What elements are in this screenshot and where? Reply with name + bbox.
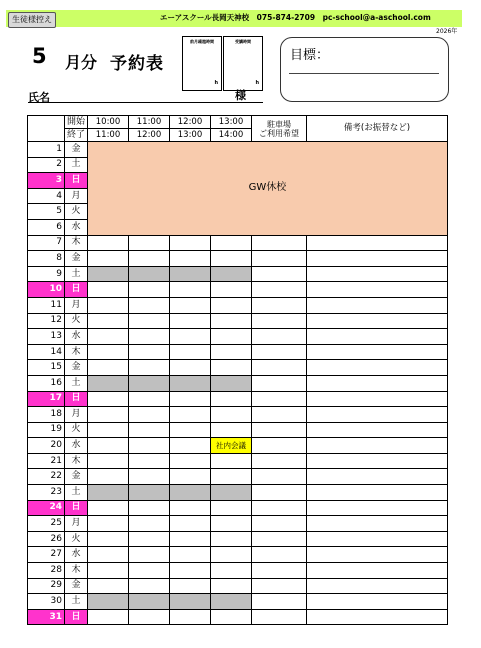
start-time: 10:00 — [88, 116, 129, 129]
end-time: 13:00 — [170, 129, 211, 142]
parking-cell[interactable] — [252, 313, 307, 329]
notes-cell[interactable] — [307, 360, 448, 376]
time-slot[interactable] — [170, 297, 211, 313]
end-time: 11:00 — [88, 129, 129, 142]
notes-cell[interactable] — [307, 563, 448, 579]
time-slot[interactable] — [129, 251, 170, 267]
time-slot — [129, 594, 170, 610]
day-of-week: 土 — [65, 594, 88, 610]
parking-cell[interactable] — [252, 500, 307, 516]
time-slot[interactable] — [88, 329, 129, 345]
time-slot — [170, 266, 211, 282]
day-row — [28, 422, 448, 438]
time-slot[interactable] — [170, 438, 211, 454]
time-slot — [211, 282, 252, 298]
time-slot[interactable] — [88, 438, 129, 454]
goal-box[interactable] — [280, 37, 449, 102]
day-number: 1 — [28, 142, 65, 158]
time-slot[interactable] — [88, 516, 129, 532]
time-slot[interactable] — [211, 578, 252, 594]
parking-cell[interactable] — [252, 609, 307, 625]
parking-cell[interactable] — [252, 297, 307, 313]
time-slot — [129, 485, 170, 501]
time-slot[interactable] — [170, 360, 211, 376]
time-slot[interactable] — [88, 235, 129, 251]
day-of-week: 日 — [65, 173, 88, 189]
day-row — [28, 516, 448, 532]
time-slot[interactable] — [170, 516, 211, 532]
time-slot[interactable] — [129, 438, 170, 454]
time-slot — [211, 609, 252, 625]
day-number: 22 — [28, 469, 65, 485]
day-number: 16 — [28, 375, 65, 391]
end-time: 12:00 — [129, 129, 170, 142]
day-number: 10 — [28, 282, 65, 298]
month-unit: 月分 — [65, 53, 98, 72]
time-slot[interactable] — [211, 344, 252, 360]
day-row — [28, 500, 448, 516]
parking-cell[interactable] — [252, 235, 307, 251]
day-row — [28, 329, 448, 345]
time-slot — [170, 594, 211, 610]
day-row — [28, 282, 448, 298]
start-time: 13:00 — [211, 116, 252, 129]
parking-cell[interactable] — [252, 391, 307, 407]
parking-cell[interactable] — [252, 438, 307, 454]
day-of-week: 月 — [65, 297, 88, 313]
notes-cell[interactable] — [307, 282, 448, 298]
time-slot[interactable] — [88, 344, 129, 360]
notes-cell[interactable] — [307, 422, 448, 438]
time-slot[interactable] — [211, 516, 252, 532]
time-slot — [88, 500, 129, 516]
time-slot — [211, 266, 252, 282]
notes-cell[interactable] — [307, 438, 448, 454]
time-slot[interactable] — [129, 329, 170, 345]
day-of-week: 日 — [65, 282, 88, 298]
prev-month-hours-unit: h — [214, 80, 218, 86]
time-slot — [129, 375, 170, 391]
day-row — [28, 578, 448, 594]
day-row — [28, 344, 448, 360]
day-number: 27 — [28, 547, 65, 563]
day-of-week: 水 — [65, 219, 88, 235]
day-row — [28, 469, 448, 485]
day-number: 17 — [28, 391, 65, 407]
day-number: 15 — [28, 360, 65, 376]
day-number: 19 — [28, 422, 65, 438]
name-label: 氏名 — [28, 91, 50, 104]
day-number: 2 — [28, 157, 65, 173]
parking-cell[interactable] — [252, 469, 307, 485]
time-slot[interactable] — [129, 453, 170, 469]
time-slot[interactable] — [170, 531, 211, 547]
day-number: 9 — [28, 266, 65, 282]
day-of-week: 月 — [65, 516, 88, 532]
time-slot[interactable] — [129, 422, 170, 438]
day-number: 30 — [28, 594, 65, 610]
parking-header-line1: 駐車場 — [267, 119, 291, 129]
day-of-week: 火 — [65, 204, 88, 220]
day-of-week: 水 — [65, 438, 88, 454]
day-of-week: 月 — [65, 188, 88, 204]
parking-cell[interactable] — [252, 329, 307, 345]
time-slot[interactable] — [211, 531, 252, 547]
prev-month-hours-box[interactable] — [182, 36, 222, 91]
day-number: 29 — [28, 578, 65, 594]
notes-cell[interactable] — [307, 329, 448, 345]
time-slot — [88, 266, 129, 282]
notes-cell[interactable] — [307, 266, 448, 282]
parking-cell[interactable] — [252, 282, 307, 298]
parking-header-line2: ご利用希望 — [259, 128, 299, 138]
time-slot — [88, 594, 129, 610]
day-of-week: 木 — [65, 453, 88, 469]
goal-label: 目標： — [290, 48, 330, 63]
school-contact: エーアスクール長岡天神校 075-874-2709 pc-school@a-aschool.com — [160, 13, 431, 22]
notes-cell[interactable] — [307, 594, 448, 610]
time-slot[interactable] — [129, 516, 170, 532]
day-of-week: 土 — [65, 266, 88, 282]
time-slot — [211, 500, 252, 516]
day-row — [28, 142, 448, 158]
notes-cell[interactable] — [307, 453, 448, 469]
day-of-week: 火 — [65, 422, 88, 438]
time-slot[interactable] — [129, 407, 170, 423]
goal-line — [289, 73, 439, 74]
day-number: 18 — [28, 407, 65, 423]
time-slot — [170, 485, 211, 501]
time-slot[interactable] — [170, 422, 211, 438]
day-number: 8 — [28, 251, 65, 267]
time-slot[interactable] — [88, 297, 129, 313]
day-of-week: 金 — [65, 251, 88, 267]
time-slot — [170, 500, 211, 516]
parking-cell[interactable] — [252, 453, 307, 469]
day-row — [28, 609, 448, 625]
time-slot[interactable] — [211, 251, 252, 267]
time-slot[interactable] — [211, 453, 252, 469]
time-slot[interactable] — [211, 563, 252, 579]
parking-cell[interactable] — [252, 547, 307, 563]
day-of-week: 日 — [65, 609, 88, 625]
time-slot — [88, 485, 129, 501]
time-slot[interactable] — [129, 531, 170, 547]
time-slot — [170, 375, 211, 391]
day-of-week: 月 — [65, 407, 88, 423]
time-slot — [129, 500, 170, 516]
page-title: 予約表 — [110, 54, 164, 74]
attended-hours-unit: h — [255, 80, 259, 86]
parking-cell[interactable] — [252, 485, 307, 501]
notes-cell[interactable] — [307, 391, 448, 407]
parking-cell[interactable] — [252, 578, 307, 594]
time-slot[interactable] — [88, 453, 129, 469]
day-of-week: 金 — [65, 360, 88, 376]
day-of-week: 日 — [65, 500, 88, 516]
day-of-week: 土 — [65, 375, 88, 391]
end-time: 14:00 — [211, 129, 252, 142]
time-slot — [129, 282, 170, 298]
day-of-week: 金 — [65, 578, 88, 594]
day-number: 31 — [28, 609, 65, 625]
day-row — [28, 563, 448, 579]
time-slot[interactable] — [170, 251, 211, 267]
parking-cell[interactable] — [252, 375, 307, 391]
day-of-week: 金 — [65, 469, 88, 485]
time-slot[interactable] — [170, 547, 211, 563]
day-of-week: 木 — [65, 563, 88, 579]
notes-cell[interactable] — [307, 547, 448, 563]
month-number: 5 — [32, 44, 47, 68]
time-slot[interactable] — [129, 344, 170, 360]
time-slot[interactable] — [211, 313, 252, 329]
time-slot[interactable] — [170, 407, 211, 423]
day-number: 5 — [28, 204, 65, 220]
parking-cell[interactable] — [252, 266, 307, 282]
honorific-label: 様 — [235, 89, 246, 102]
time-slot[interactable] — [129, 235, 170, 251]
attended-hours-label: 受講時間 — [235, 39, 251, 44]
time-slot[interactable] — [211, 235, 252, 251]
day-of-week: 日 — [65, 391, 88, 407]
day-of-week: 火 — [65, 313, 88, 329]
time-slot — [129, 609, 170, 625]
time-slot[interactable] — [129, 360, 170, 376]
day-number: 20 — [28, 438, 65, 454]
start-label: 開始 — [65, 116, 88, 129]
time-slot — [88, 609, 129, 625]
day-row — [28, 453, 448, 469]
day-row — [28, 438, 448, 454]
parking-cell[interactable] — [252, 516, 307, 532]
notes-header: 備考(お振替など) — [307, 116, 448, 142]
notes-cell[interactable] — [307, 485, 448, 501]
time-slot[interactable] — [170, 344, 211, 360]
start-time: 11:00 — [129, 116, 170, 129]
notes-cell[interactable] — [307, 235, 448, 251]
parking-cell[interactable] — [252, 344, 307, 360]
end-label: 終了 — [65, 129, 88, 142]
notes-cell[interactable] — [307, 375, 448, 391]
day-row — [28, 360, 448, 376]
header-blank — [28, 129, 65, 142]
notes-cell[interactable] — [307, 516, 448, 532]
parking-cell[interactable] — [252, 594, 307, 610]
day-row — [28, 531, 448, 547]
header-blank — [28, 116, 65, 129]
day-row — [28, 391, 448, 407]
day-of-week: 木 — [65, 344, 88, 360]
time-slot[interactable] — [129, 313, 170, 329]
time-slot[interactable] — [129, 578, 170, 594]
day-row — [28, 251, 448, 267]
time-slot[interactable] — [88, 531, 129, 547]
day-row — [28, 485, 448, 501]
notes-cell[interactable] — [307, 578, 448, 594]
time-slot[interactable] — [129, 563, 170, 579]
time-slot[interactable] — [170, 469, 211, 485]
name-field[interactable] — [28, 102, 263, 103]
time-slot — [129, 391, 170, 407]
time-slot[interactable] — [211, 422, 252, 438]
parking-cell[interactable] — [252, 251, 307, 267]
gw-holiday-block: GW休校 — [88, 142, 448, 236]
time-slot[interactable] — [211, 547, 252, 563]
day-of-week: 金 — [65, 142, 88, 158]
time-slot — [211, 594, 252, 610]
day-number: 21 — [28, 453, 65, 469]
time-slot[interactable] — [88, 469, 129, 485]
day-of-week: 土 — [65, 157, 88, 173]
day-row — [28, 375, 448, 391]
day-number: 26 — [28, 531, 65, 547]
time-slot — [211, 391, 252, 407]
day-number: 11 — [28, 297, 65, 313]
notes-cell[interactable] — [307, 407, 448, 423]
time-slot — [170, 609, 211, 625]
day-row — [28, 594, 448, 610]
day-number: 28 — [28, 563, 65, 579]
day-number: 6 — [28, 219, 65, 235]
notes-cell[interactable] — [307, 500, 448, 516]
day-of-week: 木 — [65, 235, 88, 251]
time-slot[interactable] — [170, 563, 211, 579]
parking-cell[interactable] — [252, 422, 307, 438]
start-time-row — [28, 116, 448, 129]
time-slot[interactable] — [88, 251, 129, 267]
time-slot — [211, 375, 252, 391]
day-of-week: 水 — [65, 547, 88, 563]
time-slot — [88, 375, 129, 391]
time-slot — [170, 282, 211, 298]
day-of-week: 土 — [65, 485, 88, 501]
start-time: 12:00 — [170, 116, 211, 129]
notes-cell[interactable] — [307, 251, 448, 267]
schedule-body — [28, 142, 448, 625]
time-slot[interactable] — [170, 235, 211, 251]
day-number: 24 — [28, 500, 65, 516]
time-slot — [88, 282, 129, 298]
time-slot[interactable] — [170, 578, 211, 594]
time-slot — [88, 391, 129, 407]
day-number: 7 — [28, 235, 65, 251]
day-row — [28, 547, 448, 563]
day-row — [28, 297, 448, 313]
attended-hours-box[interactable] — [223, 36, 263, 91]
day-number: 3 — [28, 173, 65, 189]
time-slot[interactable] — [88, 407, 129, 423]
day-of-week: 火 — [65, 531, 88, 547]
meeting-slot: 社内会議 — [211, 438, 252, 454]
time-slot[interactable] — [88, 422, 129, 438]
time-slot — [170, 391, 211, 407]
time-slot[interactable] — [129, 469, 170, 485]
notes-cell[interactable] — [307, 469, 448, 485]
time-slot[interactable] — [211, 329, 252, 345]
time-slot[interactable] — [211, 297, 252, 313]
time-slot[interactable] — [211, 469, 252, 485]
schedule-table — [27, 115, 448, 625]
copy-tag: 生徒様控え — [8, 12, 56, 28]
notes-cell[interactable] — [307, 297, 448, 313]
time-slot[interactable] — [170, 453, 211, 469]
day-of-week: 水 — [65, 329, 88, 345]
prev-month-hours-label: 前月繰越時間 — [190, 39, 214, 44]
parking-cell[interactable] — [252, 407, 307, 423]
time-slot[interactable] — [170, 329, 211, 345]
time-slot[interactable] — [129, 297, 170, 313]
year-label: 2026年 — [436, 28, 458, 35]
day-number: 23 — [28, 485, 65, 501]
parking-header — [252, 116, 307, 142]
notes-cell[interactable] — [307, 313, 448, 329]
day-number: 14 — [28, 344, 65, 360]
time-slot — [129, 266, 170, 282]
parking-cell[interactable] — [252, 531, 307, 547]
day-row — [28, 235, 448, 251]
time-slot[interactable] — [129, 547, 170, 563]
time-slot[interactable] — [88, 313, 129, 329]
notes-cell[interactable] — [307, 531, 448, 547]
time-slot[interactable] — [88, 578, 129, 594]
day-number: 4 — [28, 188, 65, 204]
day-row — [28, 313, 448, 329]
time-slot — [211, 485, 252, 501]
time-slot[interactable] — [211, 360, 252, 376]
parking-cell[interactable] — [252, 360, 307, 376]
day-number: 25 — [28, 516, 65, 532]
day-row — [28, 407, 448, 423]
time-slot[interactable] — [211, 407, 252, 423]
day-row — [28, 266, 448, 282]
day-number: 13 — [28, 329, 65, 345]
day-number: 12 — [28, 313, 65, 329]
parking-cell[interactable] — [252, 563, 307, 579]
notes-cell[interactable] — [307, 609, 448, 625]
time-slot[interactable] — [88, 563, 129, 579]
notes-cell[interactable] — [307, 344, 448, 360]
time-slot[interactable] — [88, 547, 129, 563]
time-slot[interactable] — [170, 313, 211, 329]
time-slot[interactable] — [88, 360, 129, 376]
